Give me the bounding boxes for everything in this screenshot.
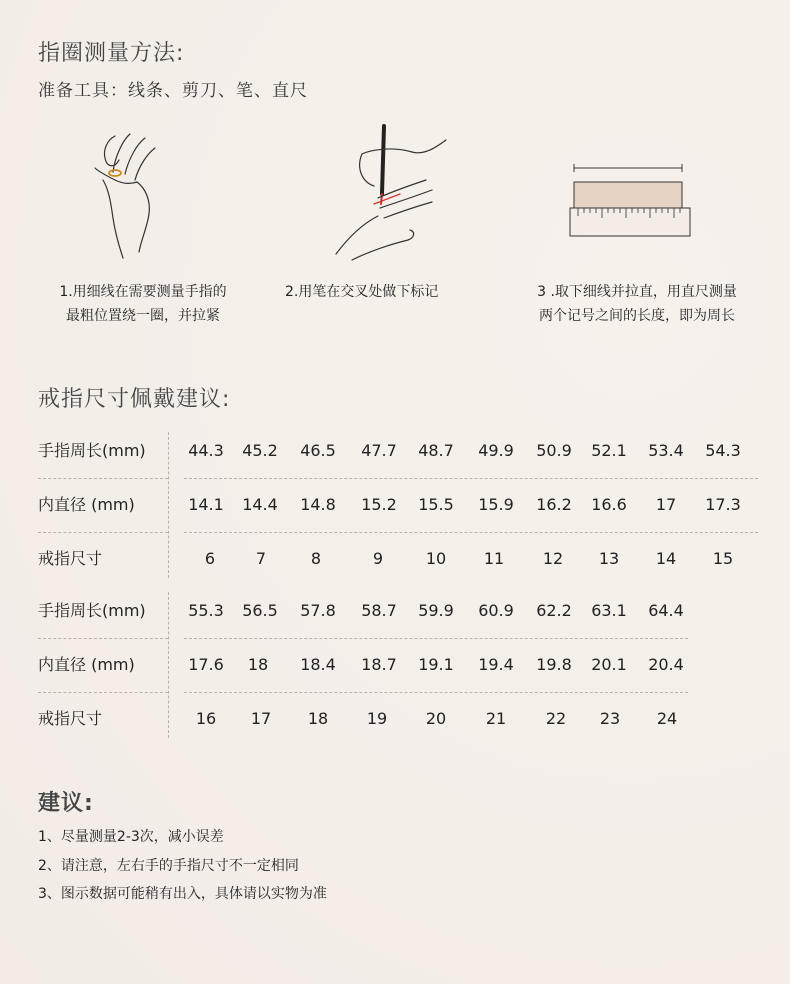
table-cell: 23: [599, 709, 621, 728]
table-cell: 10: [425, 549, 447, 568]
table-row-diameter: [38, 478, 758, 532]
table-cell: 9: [372, 549, 384, 568]
table-cell: 60.9: [478, 601, 514, 620]
advice-item-1: 1、尽量测量2-3次，减小误差: [38, 829, 224, 845]
table-cell: 15.5: [418, 495, 454, 514]
table-row-circumference: [38, 424, 758, 478]
table-cell: 57.8: [300, 601, 336, 620]
table-cell: 21: [485, 709, 507, 728]
table-row-diameter: [38, 638, 758, 692]
table-cell: 58.7: [361, 601, 397, 620]
table-cell: 14.8: [300, 495, 336, 514]
table-cell: 11: [483, 549, 505, 568]
table-cell: 17: [250, 709, 272, 728]
table-cell: 62.2: [536, 601, 572, 620]
table-cell: 16: [195, 709, 217, 728]
table-cell: 19.1: [418, 655, 454, 674]
step-2-caption: 2.用笔在交叉处做下标记: [285, 284, 439, 300]
table-cell: 20.4: [648, 655, 684, 674]
table-cell: 17.6: [188, 655, 224, 674]
advice-item-2: 2、请注意，左右手的手指尺寸不一定相同: [38, 858, 299, 874]
hand-marking-with-pen-icon: [322, 124, 452, 264]
table-cell: 20: [425, 709, 447, 728]
advice-title: 建议:: [38, 791, 94, 816]
table-cell: 19.4: [478, 655, 514, 674]
table-cell: 52.1: [591, 441, 627, 460]
table-cell: 49.9: [478, 441, 514, 460]
table-cell: 59.9: [418, 601, 454, 620]
table-cell: 56.5: [242, 601, 278, 620]
row-label: 内直径 (mm): [38, 495, 135, 514]
table-cell: 16.6: [591, 495, 627, 514]
table-cell: 19: [366, 709, 388, 728]
row-label: 戒指尺寸: [38, 709, 103, 728]
table-row-circumference: [38, 584, 758, 638]
table-cell: 24: [656, 709, 678, 728]
table-cell: 54.3: [705, 441, 741, 460]
table-cell: 18.7: [361, 655, 397, 674]
size-table-2: [38, 584, 758, 746]
row-label: 手指周长(mm): [38, 441, 146, 460]
size-title: 戒指尺寸佩戴建议:: [38, 387, 231, 412]
table-cell: 15.9: [478, 495, 514, 514]
step-3-caption: 3 .取下细线并拉直，用直尺测量 两个记号之间的长度，即为周长: [537, 284, 737, 324]
table-cell: 22: [545, 709, 567, 728]
row-label: 内直径 (mm): [38, 655, 135, 674]
size-table-1: [38, 424, 758, 586]
table-cell: 18: [247, 655, 269, 674]
table-cell: 6: [204, 549, 216, 568]
table-cell: 50.9: [536, 441, 572, 460]
table-cell: 14.1: [188, 495, 224, 514]
table-row-ring-size: [38, 692, 758, 746]
table-cell: 15.2: [361, 495, 397, 514]
ruler-measuring-icon: [566, 160, 694, 240]
table-cell: 18: [307, 709, 329, 728]
table-cell: 64.4: [648, 601, 684, 620]
table-cell: 18.4: [300, 655, 336, 674]
table-cell: 7: [255, 549, 267, 568]
advice-item-3: 3、图示数据可能稍有出入，具体请以实物为准: [38, 886, 327, 902]
table-cell: 17.3: [705, 495, 741, 514]
table-cell: 53.4: [648, 441, 684, 460]
table-cell: 14.4: [242, 495, 278, 514]
table-cell: 47.7: [361, 441, 397, 460]
table-cell: 14: [655, 549, 677, 568]
method-title: 指圈测量方法:: [38, 41, 185, 66]
table-cell: 20.1: [591, 655, 627, 674]
row-label: 手指周长(mm): [38, 601, 146, 620]
table-cell: 13: [598, 549, 620, 568]
table-cell: 15: [712, 549, 734, 568]
table-cell: 46.5: [300, 441, 336, 460]
table-cell: 55.3: [188, 601, 224, 620]
table-cell: 48.7: [418, 441, 454, 460]
table-row-ring-size: [38, 532, 758, 586]
row-label: 戒指尺寸: [38, 549, 103, 568]
table-cell: 19.8: [536, 655, 572, 674]
table-cell: 17: [655, 495, 677, 514]
table-cell: 12: [542, 549, 564, 568]
table-cell: 8: [310, 549, 322, 568]
table-cell: 44.3: [188, 441, 224, 460]
step-1-caption: 1.用细线在需要测量手指的 最粗位置绕一圈，并拉紧: [59, 284, 227, 324]
tools-line: 准备工具：线条、剪刀、笔、直尺: [38, 81, 308, 101]
hand-with-thread-icon: [85, 128, 185, 268]
table-cell: 45.2: [242, 441, 278, 460]
table-cell: 63.1: [591, 601, 627, 620]
table-cell: 16.2: [536, 495, 572, 514]
